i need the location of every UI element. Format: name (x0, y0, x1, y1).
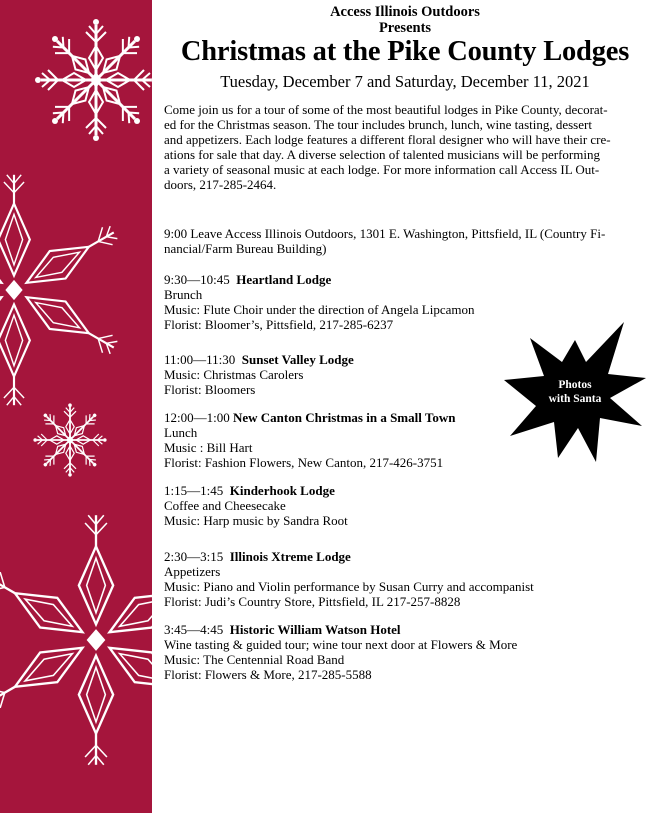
intro-line: ations for sale that day. A diverse selection of talented musicians will be performing (164, 147, 600, 162)
schedule-stop (164, 622, 517, 682)
departure-line: 9:00 Leave Access Illinois Outdoors, 1301 E. Washington, Pittsfield, IL (Country Fi- (164, 226, 606, 241)
stop-detail: Lunch (164, 425, 198, 440)
schedule-stop (164, 352, 354, 397)
stop-detail: Music: Piano and Violin performance by Susan Curry and accompanist (164, 579, 534, 594)
stop-detail: Appetizers (164, 564, 221, 579)
intro-paragraph (164, 102, 640, 192)
intro-line: doors, 217-285-2464. (164, 177, 277, 192)
stop-detail: Music: Flute Choir under the direction of Angela Lipcamon (164, 302, 475, 317)
stop-time: 2:30—3:15 (164, 549, 224, 564)
stop-detail: Music: Christmas Carolers (164, 367, 304, 382)
badge-line: with Santa (548, 393, 602, 405)
stop-detail: Florist: Bloomers (164, 382, 256, 397)
schedule-stop (164, 410, 455, 470)
stop-detail: Florist: Fashion Flowers, New Canton, 217-426-3751 (164, 455, 444, 470)
snowflake-icon (0, 0, 152, 813)
decorative-sidebar (0, 0, 152, 813)
stop-detail: Florist: Judi’s Country Store, Pittsfield, IL 217-257-8828 (164, 594, 461, 609)
intro-line: Come join us for a tour of some of the most beautiful lodges in Pike County, decorat- (164, 102, 608, 117)
stop-time: 12:00—1:00 (164, 410, 230, 425)
page-title: Christmas at the Pike County Lodges (180, 36, 630, 67)
departure-info (164, 226, 605, 256)
presents-label: Presents (378, 20, 432, 36)
intro-line: and appetizers. Each lodge features a different floral designer who will have their cre- (164, 132, 611, 147)
stop-venue: Kinderhook Lodge (229, 483, 335, 498)
intro-line: ed for the Christmas season. The tour includes brunch, lunch, wine tasting, dessert (164, 117, 592, 132)
stop-venue: Historic William Watson Hotel (229, 622, 401, 637)
stop-time: 9:30—10:45 (164, 272, 230, 287)
stop-venue: Heartland Lodge (236, 272, 332, 287)
schedule-stop (164, 272, 475, 332)
stop-time: 1:15—1:45 (164, 483, 224, 498)
departure-line: nancial/Farm Bureau Building) (164, 241, 327, 256)
stop-detail: Wine tasting & guided tour; wine tour next door at Flowers & More (164, 637, 518, 652)
stop-detail: Brunch (164, 287, 203, 302)
stop-time: 3:45—4:45 (164, 622, 224, 637)
schedule-stop (164, 483, 348, 528)
stop-venue: Sunset Valley Lodge (241, 352, 354, 367)
stop-venue: Illinois Xtreme Lodge (229, 549, 351, 564)
schedule-stop (164, 549, 534, 609)
stop-detail: Music: The Centennial Road Band (164, 652, 345, 667)
stop-detail: Florist: Flowers & More, 217-285-5588 (164, 667, 372, 682)
stop-venue: New Canton Christmas in a Small Town (232, 410, 456, 425)
badge-line: Photos (558, 379, 592, 391)
stop-detail: Coffee and Cheesecake (164, 498, 286, 513)
stop-time: 11:00—11:30 (164, 352, 236, 367)
event-dates: Tuesday, December 7 and Saturday, December 11, 2021 (220, 72, 590, 91)
photos-with-santa-badge (538, 378, 612, 406)
intro-line: a variety of seasonal music at each lodge. For more information call Access IL Out- (164, 162, 600, 177)
stop-detail: Music : Bill Hart (164, 440, 253, 455)
organization-name: Access Illinois Outdoors (330, 4, 480, 20)
stop-detail: Music: Harp music by Sandra Root (164, 513, 348, 528)
stop-detail: Florist: Bloomer’s, Pittsfield, 217-285-6237 (164, 317, 394, 332)
